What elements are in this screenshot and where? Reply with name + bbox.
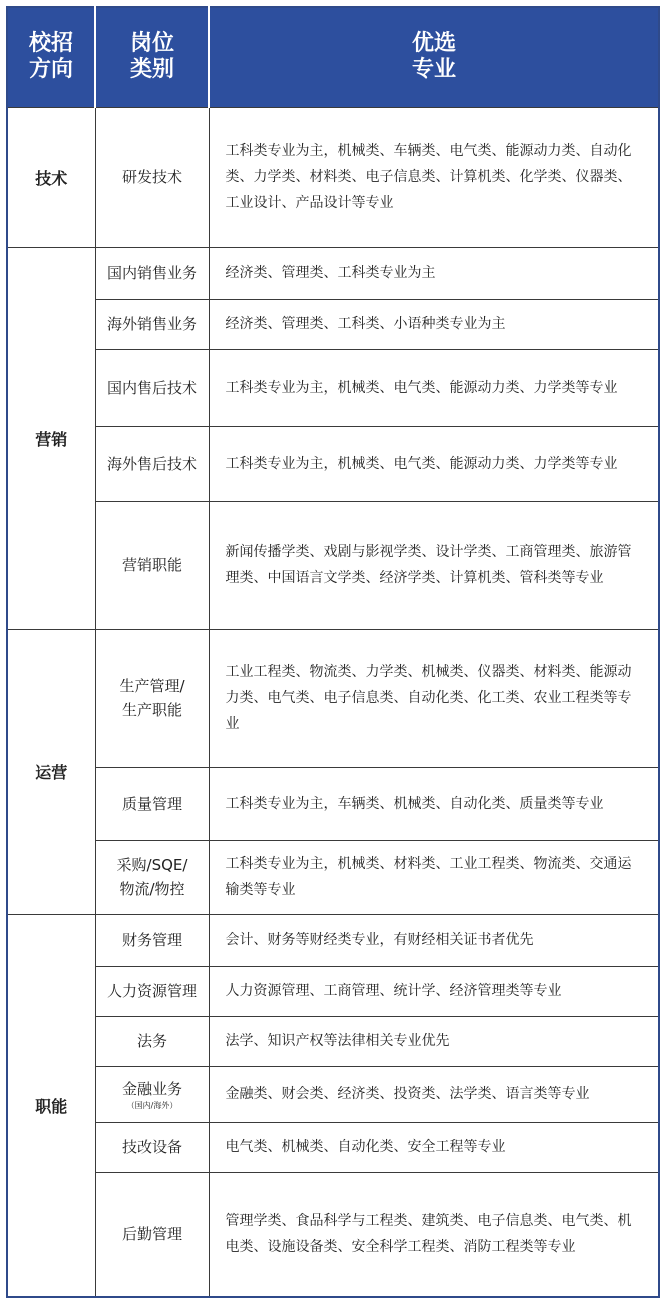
category-label: 海外销售业务 (106, 315, 197, 333)
category-cell (95, 840, 209, 914)
header-category (95, 7, 209, 107)
header-row (7, 7, 659, 107)
category-label: 生产职能 (121, 701, 182, 719)
category-cell (95, 426, 209, 501)
table-row (7, 1016, 659, 1066)
category-label: 物流/物控 (119, 880, 185, 898)
table-row (7, 840, 659, 914)
category-cell (95, 1122, 209, 1172)
majors-cell: 工科类专业为主，机械类、电气类、能源动力类、力学类等专业 (209, 426, 659, 501)
category-cell (95, 349, 209, 426)
header-direction-line2: 方向 (28, 57, 73, 83)
category-cell (95, 299, 209, 349)
category-label: 国内售后技术 (106, 378, 197, 397)
table-row (7, 107, 659, 247)
category-cell (95, 1016, 209, 1066)
majors-cell: 会计、财务等财经类专业，有财经相关证书者优先 (209, 914, 659, 966)
majors-cell: 经济类、管理类、工科类、小语种类专业为主 (209, 299, 659, 349)
category-cell (95, 107, 209, 247)
header-direction-line1: 校招 (28, 31, 73, 57)
category-label: 采购/SQE/ (116, 856, 188, 874)
header-majors (209, 7, 659, 107)
majors-cell: 电气类、机械类、自动化类、安全工程等专业 (209, 1122, 659, 1172)
category-label: 营销职能 (121, 556, 182, 574)
category-cell (95, 914, 209, 966)
table-row (7, 1066, 659, 1122)
table-row (7, 1172, 659, 1297)
header-majors-line1: 优选 (411, 31, 456, 57)
recruitment-table (6, 6, 660, 1298)
table-row (7, 426, 659, 501)
category-cell (95, 247, 209, 299)
majors-cell: 工科类专业为主，机械类、材料类、工业工程类、物流类、交通运输类等专业 (209, 840, 659, 914)
majors-cell: 工科类专业为主，车辆类、机械类、自动化类、质量类等专业 (209, 767, 659, 840)
category-label: 海外售后技术 (106, 454, 197, 473)
category-cell (95, 629, 209, 767)
category-label: 后勤管理 (121, 1225, 182, 1244)
majors-cell: 工业工程类、物流类、力学类、机械类、仪器类、材料类、能源动力类、电气类、电子信息类、自动化类、化工类、农业工程类等专业 (209, 629, 659, 767)
category-cell (95, 1066, 209, 1122)
table-row (7, 247, 659, 299)
header-category-line2: 类别 (129, 57, 174, 83)
majors-cell: 人力资源管理、工商管理、统计学、经济管理类等专业 (209, 966, 659, 1016)
direction-cell: 运营 (7, 629, 95, 914)
category-cell (95, 767, 209, 840)
majors-cell: 法学、知识产权等法律相关专业优先 (209, 1016, 659, 1066)
category-label: 质量管理 (121, 794, 182, 813)
category-note: （国内/海外） (126, 1101, 178, 1110)
category-label: 法务 (136, 1032, 167, 1050)
header-category-line1: 岗位 (129, 31, 174, 57)
table-row (7, 767, 659, 840)
table-row (7, 629, 659, 767)
category-cell (95, 1172, 209, 1297)
category-label: 国内销售业务 (106, 264, 197, 282)
category-label: 生产管理/ (119, 677, 185, 695)
majors-cell: 经济类、管理类、工科类专业为主 (209, 247, 659, 299)
table-row (7, 966, 659, 1016)
table-row (7, 299, 659, 349)
category-label: 财务管理 (121, 931, 182, 949)
majors-cell: 新闻传播学类、戏剧与影视学类、设计学类、工商管理类、旅游管理类、中国语言文学类、经济学类、计算机类、管科类等专业 (209, 501, 659, 629)
majors-cell: 工科类专业为主，机械类、车辆类、电气类、能源动力类、自动化类、力学类、材料类、电子信息类、计算机类、化学类、仪器类、工业设计、产品设计等专业 (209, 107, 659, 247)
category-label: 金融业务 (121, 1080, 182, 1098)
direction-cell: 技术 (7, 107, 95, 247)
majors-cell: 管理学类、食品科学与工程类、建筑类、电子信息类、电气类、机电类、设施设备类、安全科学工程类、消防工程类等专业 (209, 1172, 659, 1297)
category-label: 人力资源管理 (106, 982, 197, 1000)
category-label: 研发技术 (121, 168, 182, 186)
category-cell (95, 501, 209, 629)
majors-cell: 工科类专业为主，机械类、电气类、能源动力类、力学类等专业 (209, 349, 659, 426)
table-row (7, 501, 659, 629)
table-row (7, 1122, 659, 1172)
direction-cell: 职能 (7, 914, 95, 1297)
category-label: 技改设备 (121, 1138, 182, 1156)
table-row (7, 349, 659, 426)
table-row (7, 914, 659, 966)
header-direction (7, 7, 95, 107)
majors-cell: 金融类、财会类、经济类、投资类、法学类、语言类等专业 (209, 1066, 659, 1122)
category-cell (95, 966, 209, 1016)
direction-cell: 营销 (7, 247, 95, 629)
header-majors-line2: 专业 (411, 57, 456, 83)
